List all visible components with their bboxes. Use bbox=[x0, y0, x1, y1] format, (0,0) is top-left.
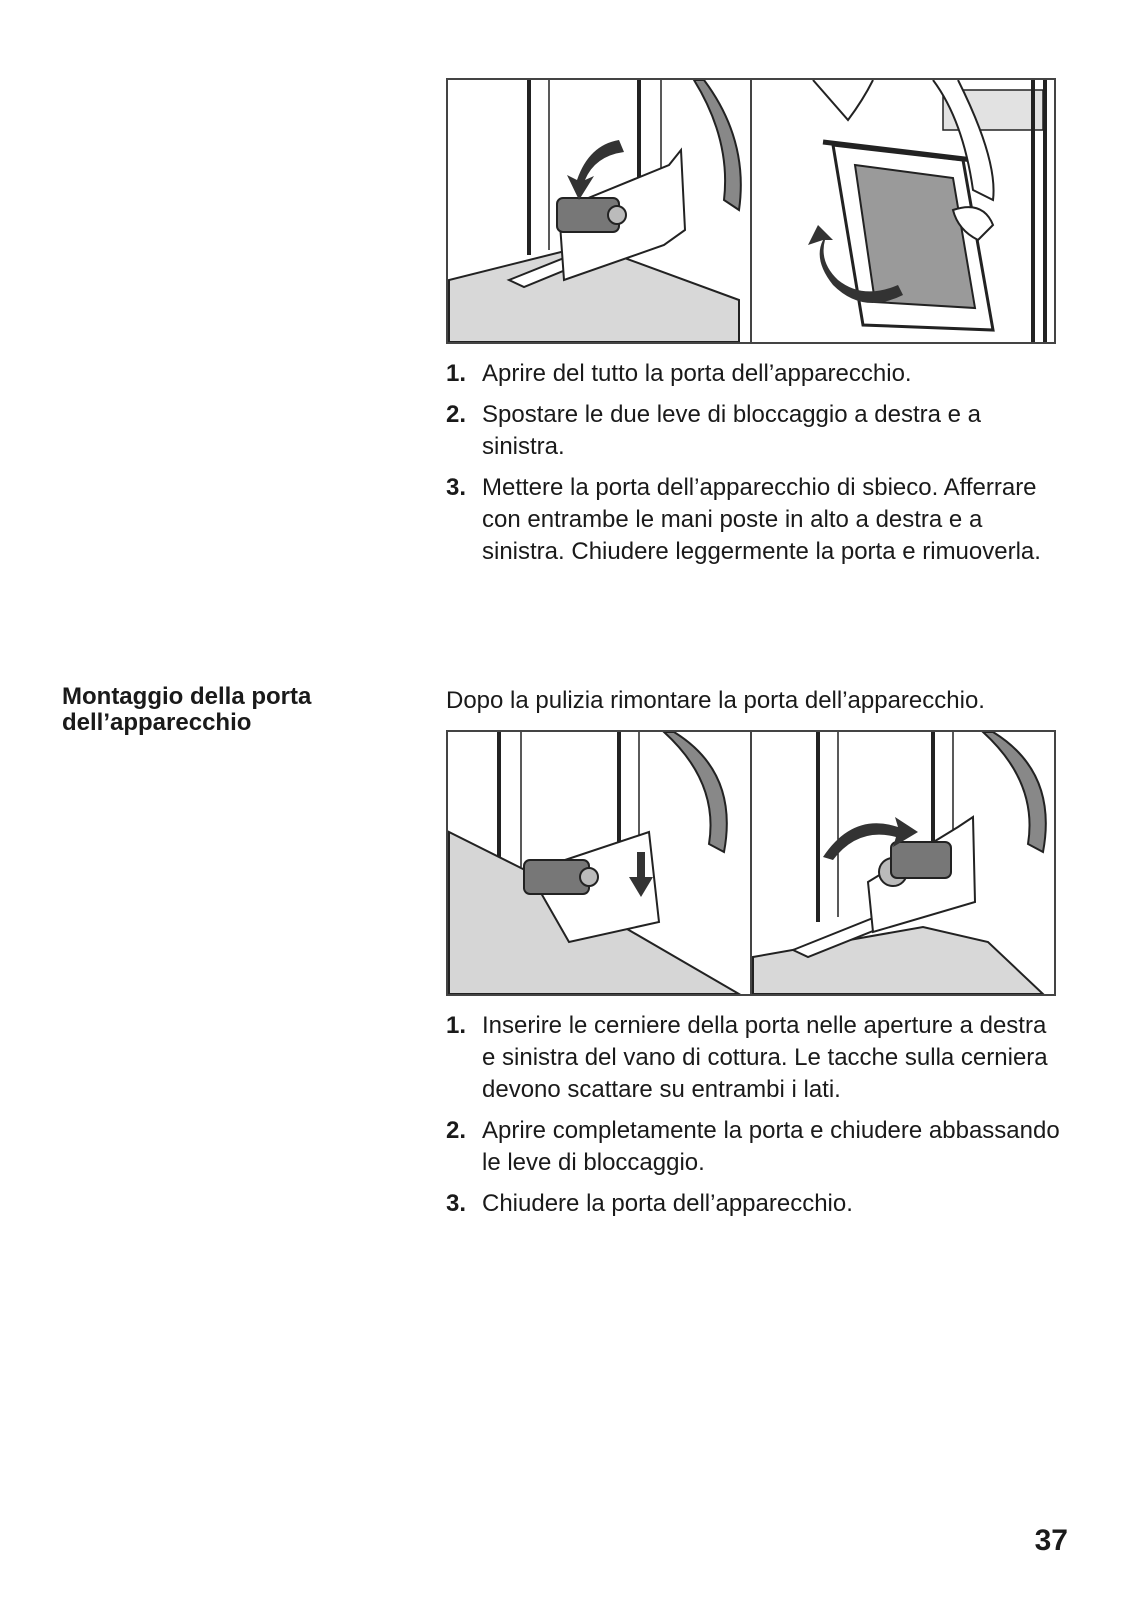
step-number: 3. bbox=[446, 1190, 467, 1217]
step-number: 2. bbox=[446, 1117, 467, 1144]
hinge-insert-illustration bbox=[448, 732, 750, 994]
section-intro: Dopo la pulizia rimontare la porta dell’apparecchio. bbox=[446, 687, 985, 714]
step-text: Aprire del tutto la porta dell’apparecchio. bbox=[482, 360, 912, 387]
mounting-steps bbox=[446, 1010, 1066, 1229]
step-text: Spostare le due leve di bloccaggio a destra e a sinistra. bbox=[482, 401, 981, 460]
step-text: Chiudere la porta dell’apparecchio. bbox=[482, 1190, 853, 1217]
removal-figure-right-panel bbox=[750, 80, 1054, 342]
list-item bbox=[446, 1010, 1066, 1106]
step-number: 1. bbox=[446, 1012, 467, 1039]
step-number: 3. bbox=[446, 474, 467, 501]
mounting-figure bbox=[446, 730, 1056, 996]
step-text: Mettere la porta dell’apparecchio di sbieco. Afferrare con entrambe le mani poste in alto a destra e a sinistra. Chiudere leggermente la porta e rimuoverla. bbox=[482, 474, 1041, 565]
mounting-figure-right-panel bbox=[750, 732, 1054, 994]
removal-figure bbox=[446, 78, 1056, 344]
step-text: Inserire le cerniere della porta nelle aperture a destra e sinistra del vano di cottura. Le tacche sulla cerniera devono scattare su entrambi i lati. bbox=[482, 1012, 1048, 1103]
mounting-figure-left-panel bbox=[448, 732, 750, 994]
list-item bbox=[446, 1188, 1066, 1220]
lever-unlock-illustration bbox=[448, 80, 750, 342]
step-text: Aprire completamente la porta e chiudere abbassando le leve di bloccaggio. bbox=[482, 1117, 1060, 1176]
step-number: 2. bbox=[446, 401, 467, 428]
door-lift-illustration bbox=[752, 80, 1054, 342]
step-number: 1. bbox=[446, 360, 467, 387]
section-heading: Montaggio della porta dell’apparecchio bbox=[62, 683, 312, 736]
removal-figure-left-panel bbox=[448, 80, 750, 342]
removal-steps bbox=[446, 358, 1066, 577]
page-number: 37 bbox=[1034, 1524, 1068, 1557]
lever-lock-illustration bbox=[752, 732, 1054, 994]
list-item bbox=[446, 358, 1066, 390]
list-item bbox=[446, 399, 1066, 463]
list-item bbox=[446, 1115, 1066, 1179]
list-item bbox=[446, 472, 1066, 568]
